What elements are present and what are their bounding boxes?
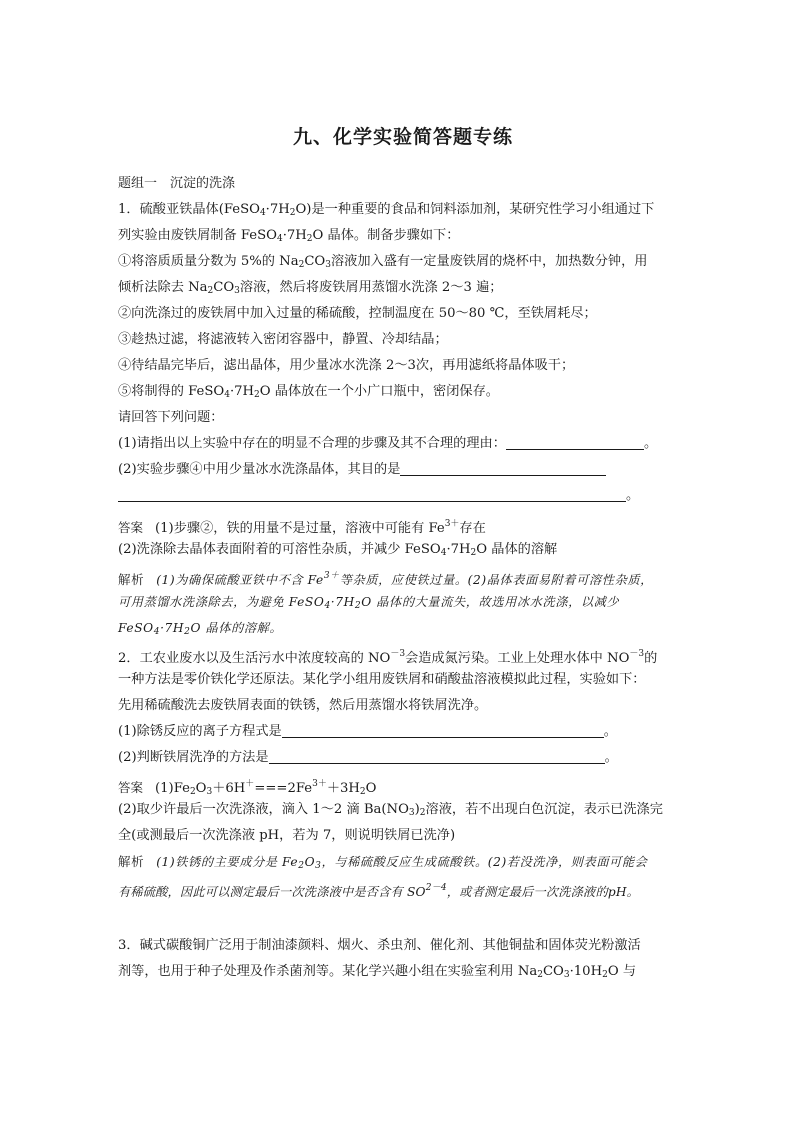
q1-step-3: ③趁热过滤，将滤液转入密闭容器中，静置、冷却结晶； xyxy=(118,332,448,347)
q2-sub-question-2: (2)判断铁屑洗净的方法是 。 xyxy=(118,750,618,765)
q1-analysis-2: 可用蒸馏水洗涤除去，为避免 $FeSO_4\cdot 7H_2O$ 晶体的大量流失，故选用冰水洗涤，以减少 xyxy=(118,595,620,611)
q1-analysis-3: $FeSO_4\cdot 7H_2O$ 晶体的溶解。 xyxy=(118,621,283,637)
q1-answer-blank-2a[interactable] xyxy=(400,461,606,476)
q2-stem-line-2: 一种方法是零价铁化学还原法。某化学小组用废铁屑和硝酸盐溶液模拟此过程，实验如下： xyxy=(118,672,646,687)
q2-answer-blank-2[interactable] xyxy=(269,749,605,764)
q1-stem-line-2: 列实验由废铁屑制备 $FeSO_4\cdot 7H_2O$ 晶体。制备步骤如下： xyxy=(118,228,460,244)
q1-sub-question-2: (2)实验步骤④中用少量冰水洗涤晶体，其目的是 xyxy=(118,460,606,480)
q1-answer-blank-2b[interactable] xyxy=(118,487,626,502)
q1-answer-blank-1[interactable] xyxy=(506,435,644,450)
q1-step-4: ④待结晶完毕后，滤出晶体，用少量冰水洗涤 2～3次，再用滤纸将晶体吸干； xyxy=(118,358,575,373)
group-heading: 题组一 沉淀的洗涤 xyxy=(118,176,236,191)
q2-analysis-2: 有稀硫酸，因此可以测定最后一次洗涤液中是否含有 $SO^{2-4}$，或者测定最后一次洗涤液的pH。 xyxy=(118,883,640,899)
q3-stem-line-2: 剂等，也用于种子处理及作杀菌剂等。某化学兴趣小组在实验室利用 $Na_2CO_3\cdot 10H_2O$ 与 xyxy=(118,964,637,980)
q2-answer-1: 答案 $(1)Fe_2O_3+6H^+===2Fe^{3+}+3H_2O$ xyxy=(118,779,377,797)
q1-answer-1: 答案 (1)步骤②，铁的用量不是过量，溶液中可能有 $Fe^{3+}$存在 xyxy=(118,519,486,536)
q1-analysis-1: 解析 (1)为确保硫酸亚铁中不含 $Fe^{3+}$等杂质，应使铁过量。(2)晶体表面易附着可溶性杂质， xyxy=(118,571,653,587)
analysis-label: 解析 xyxy=(118,854,145,869)
q2-sub-question-1: (1)除锈反应的离子方程式是 。 xyxy=(118,724,617,739)
q1-sub-question-1: (1)请指出以上实验中存在的明显不合理的步骤及其不合理的理由： 。 xyxy=(118,436,658,451)
page-title: 九、化学实验简答题专练 xyxy=(292,126,513,148)
q2-analysis-1: 解析 (1)铁锈的主要成分是 $Fe_2O_3$，与稀硫酸反应生成硫酸铁。(2)若没洗净，则表面可能会 xyxy=(118,854,648,871)
q1-sub-question-2-cont: 。 xyxy=(118,486,639,506)
q1-step-5: ⑤将制得的 $FeSO_4\cdot 7H_2O$ 晶体放在一个小广口瓶中，密闭保存。 xyxy=(118,384,499,400)
q1-answer-2: (2)洗涤除去晶体表面附着的可溶性杂质，并减少 $FeSO_4\cdot 7H_2O$ 晶体的溶解 xyxy=(118,542,558,558)
q2-stem-line-3: 先用稀硫酸洗去废铁屑表面的铁锈，然后用蒸馏水将铁屑洗净。 xyxy=(118,698,488,713)
q1-step-2: ②向洗涤过的废铁屑中加入过量的稀硫酸，控制温度在 50～80 ℃，至铁屑耗尽； xyxy=(118,306,597,321)
analysis-label: 解析 xyxy=(118,572,145,587)
q2-stem-line-1: 2．工农业废水以及生活污水中浓度较高的 $NO^{-3}$会造成氮污染。工业上处理水体中 $NO^{-3}$的 xyxy=(118,649,658,666)
q1-step-1-line-2: 倾析法除去 $Na_2CO_3$溶液，然后将废铁屑用蒸馏水洗涤 2～3 遍； xyxy=(118,280,503,296)
q2-answer-3: 全(或测最后一次洗涤液 pH，若为 7，则说明铁屑已洗净) xyxy=(118,828,456,843)
answer-label: 答案 xyxy=(118,780,144,795)
q1-ask: 请回答下列问题： xyxy=(118,410,224,425)
q2-answer-2: (2)取少许最后一次洗涤液，滴入 1～2 滴 $Ba(NO_3)_2$溶液，若不出现白色沉淀，表示已洗涤完 xyxy=(118,802,663,818)
q1-stem-line-1: 1．硫酸亚铁晶体$(FeSO_4\cdot 7H_2O)$是一种重要的食品和饲料添加剂，某研究性学习小组通过下 xyxy=(118,202,655,218)
q3-stem-line-1: 3．碱式碳酸铜广泛用于制油漆颜料、烟火、杀虫剂、催化剂、其他铜盐和固体荧光粉激活 xyxy=(118,938,641,953)
q1-step-1-line-1: ①将溶质质量分数为 5%的 $Na_2CO_3$溶液加入盛有一定量废铁屑的烧杯中，加热数分钟，用 xyxy=(118,254,648,270)
q2-answer-blank-1[interactable] xyxy=(282,723,604,738)
answer-label: 答案 xyxy=(118,520,144,535)
